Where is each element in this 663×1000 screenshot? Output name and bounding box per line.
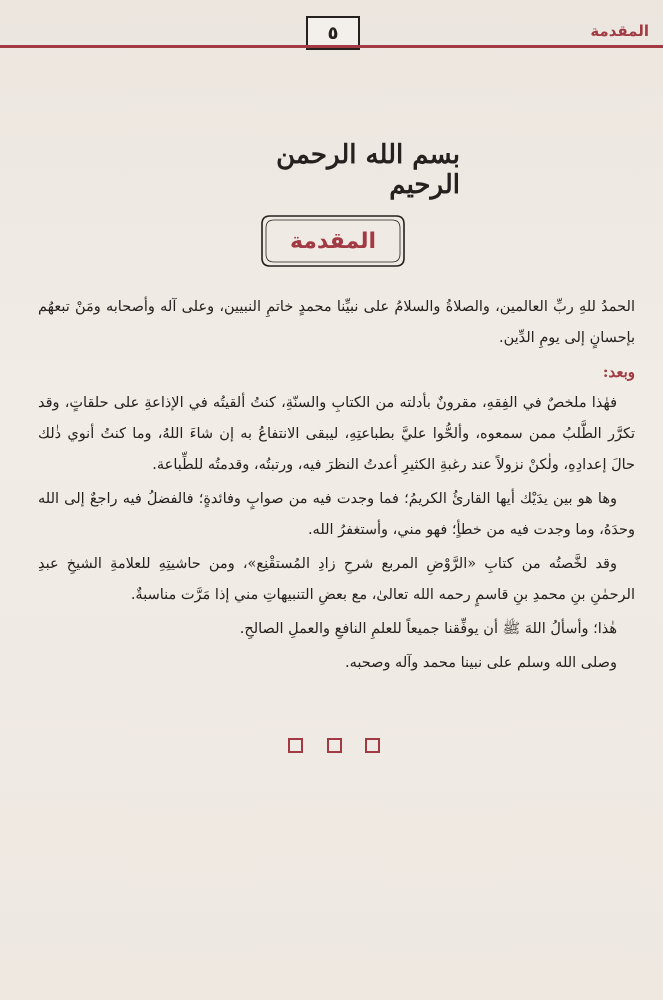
basmala: بسم الله الرحمن الرحيم [276,140,460,200]
chapter-title: المقدمة [289,228,377,254]
header-rule [0,45,663,48]
square-ornament-icon [365,738,380,753]
page-number: ٥ [306,16,360,50]
square-ornament-icon [327,738,342,753]
paragraph-source: وقد لخَّصتُه من كتابِ «الرَّوْضِ المربع شرحِ زادِ المُستقْنِع»، ومن حاشيتِهِ للعلامةِ الشيخِ عبدِ الرحمٰنِ بنِ محمدِ بنِ قاسمٍ رحمه الله تعالىٰ، مع بعضِ التنبيهاتِ مني إذا مَرَّت مناسبةٌ. [38,556,635,603]
running-head: المقدمة [590,22,649,40]
paragraph-prayer: هٰذا؛ وأسألُ اللهَ ﷺ أن يوفِّقنا جميعاً للعلمِ النافعِ والعملِ الصالحِ. [239,621,617,637]
title-frame [258,212,408,270]
subheading: وبعد: [602,363,635,381]
end-marks [288,738,380,756]
paragraph-reader: وها هو بين يدَيْك أيها القارئُ الكريمُ؛ فما وجدت فيه من صوابٍ وفائدةٍ؛ فالفضلُ فيه راجعٌ إلى الله وحدَهُ، وما وجدت فيه من خطأٍ؛ فهو مني، وأستغفرُ الله. [38,491,635,538]
body-text [38,292,635,682]
page-header [0,0,663,52]
square-ornament-icon [288,738,303,753]
paragraph-closing: وصلى الله وسلم على نبينا محمد وآله وصحبه. [345,655,617,671]
paragraph-summary: فهٰذا ملخصٌ في الفِقهِ، مقرونٌ بأدلته من الكتابِ والسنّةِ، كنتُ ألقيتُه في الإذاعةِ على حلقاتٍ، وقد تكرَّر الطَّلبُ ممن سمعوه، وألحُّوا عليَّ بطباعتِهِ، ليبقى الانتفاعُ به إن شاءَ اللهُ، وما كنتُ أنوي ذٰلك حالَ إعدادِهِ، ولٰكنْ نزولاً عند رغبةِ الكثيرِ أعدتُ النظرَ فيه، ورتبتُه، وقدمتُه للطِّباعة. [38,395,635,473]
paragraph-praise: الحمدُ للهِ ربِّ العالمين، والصلاةُ والسلامُ على نبيِّنا محمدٍ خاتمِ النبيين، وعلى آله وأصحابه ومَنْ تبعهُم بإحسانٍ إلى يومِ الدِّين. [38,299,635,346]
